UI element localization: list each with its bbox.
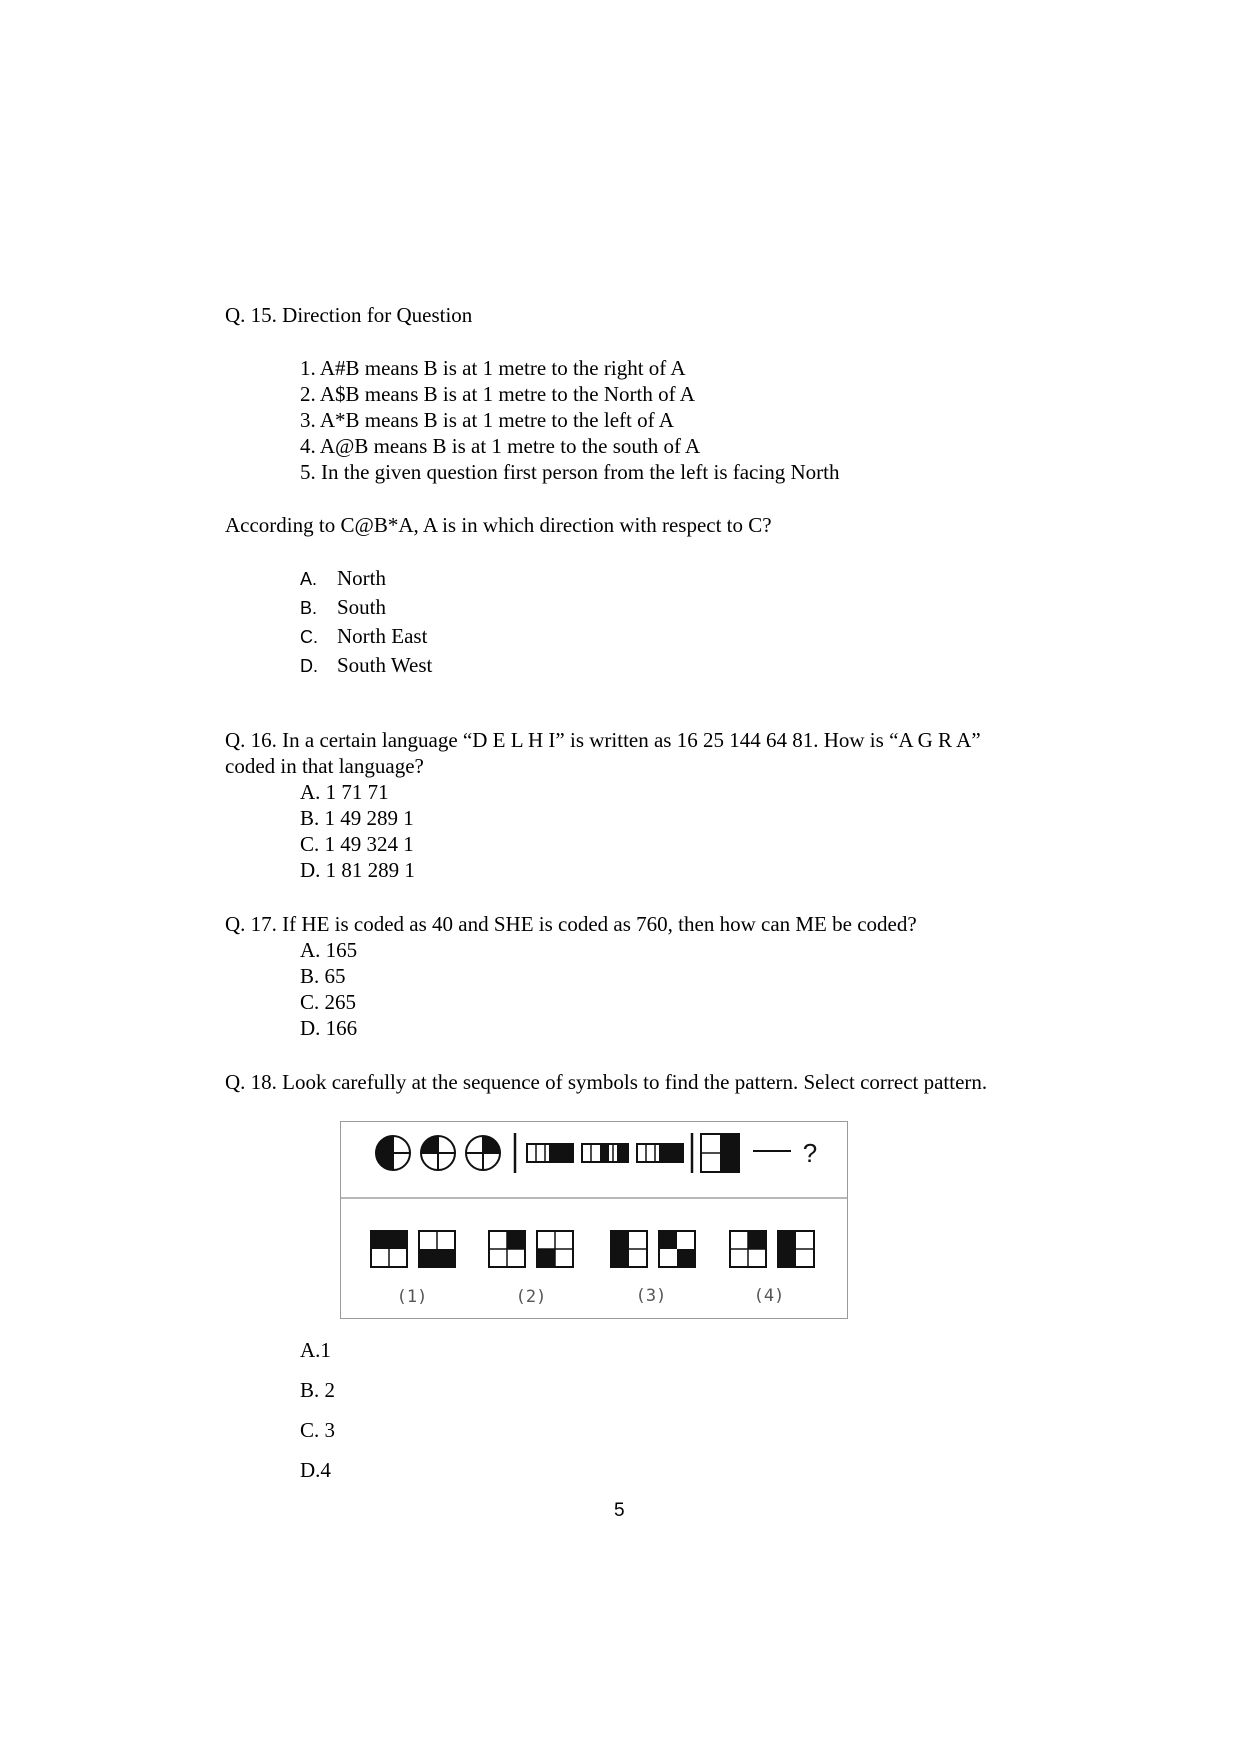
choice-2-pair: [489, 1231, 573, 1267]
seq-circle-3: [466, 1136, 500, 1170]
q15-option-b-letter: B.: [300, 598, 318, 618]
q17-question: Q. 17. If HE is coded as 40 and SHE is coded as 760, then how can ME be coded?: [225, 912, 917, 936]
pattern-figure: [340, 1121, 848, 1319]
q16-option-a: A. 1 71 71: [300, 780, 389, 804]
seq-bar-2: [582, 1144, 628, 1162]
q15-rule-4: 4. A@B means B is at 1 metre to the south of A: [300, 434, 701, 458]
q15-rule-5: 5. In the given question first person from the left is facing North: [300, 460, 840, 484]
seq-question-mark: ?: [802, 1138, 818, 1168]
q17-option-c: C. 265: [300, 990, 357, 1014]
q18-option-c: C. 3: [300, 1418, 336, 1442]
q15-rule-1: 1. A#B means B is at 1 metre to the right of A: [300, 356, 686, 380]
q17-option-b: B. 65: [300, 964, 346, 988]
q18-option-a: A.1: [300, 1338, 331, 1362]
q17-option-a: A. 165: [300, 938, 358, 962]
q16-option-c: C. 1 49 324 1: [300, 832, 414, 856]
q15-option-d-letter: D.: [300, 656, 318, 676]
q15-option-a-text: North: [337, 566, 386, 590]
q15-question: According to C@B*A, A is in which direction with respect to C?: [225, 513, 772, 537]
seq-circle-1: [376, 1136, 410, 1170]
q15-option-c-letter: C.: [300, 627, 318, 647]
choice-4-label: (4): [753, 1286, 785, 1306]
q15-option-a-letter: A.: [300, 569, 318, 589]
q15-option-d-text: South West: [337, 653, 433, 677]
choice-1-label: (1): [396, 1287, 428, 1307]
q15-rule-3: 3. A*B means B is at 1 metre to the left of A: [300, 408, 674, 432]
q16-question: Q. 16. In a certain language “D E L H I” is written as 16 25 144 64 81. How is “A G R A” coded in that language?: [225, 728, 981, 778]
seq-bar-3: [637, 1144, 683, 1162]
choice-3-label: (3): [635, 1286, 667, 1306]
q18-question: Q. 18. Look carefully at the sequence of symbols to find the pattern. Select correct pattern.: [225, 1070, 988, 1094]
q18-option-b: B. 2: [300, 1378, 336, 1402]
choice-2-label: (2): [515, 1287, 547, 1307]
pattern-figure-drawing: [341, 1122, 847, 1318]
q18-option-d: D.4: [300, 1458, 331, 1482]
q15-title: Q. 15. Direction for Question: [225, 303, 473, 327]
page-number: 5: [614, 1500, 625, 1521]
choice-1-pair: [371, 1231, 455, 1267]
q15-rule-2: 2. A$B means B is at 1 metre to the North of A: [300, 382, 695, 406]
q15-option-b-text: South: [337, 595, 387, 619]
seq-circle-2: [421, 1136, 455, 1170]
q17-option-d: D. 166: [300, 1016, 358, 1040]
choice-4-pair: [730, 1231, 814, 1267]
seq-bar-1: [527, 1144, 573, 1162]
q15-option-c-text: North East: [337, 624, 428, 648]
choice-3-pair: [611, 1231, 695, 1267]
q16-option-d: D. 1 81 289 1: [300, 858, 415, 882]
seq-square: [701, 1134, 739, 1172]
q16-option-b: B. 1 49 289 1: [300, 806, 414, 830]
